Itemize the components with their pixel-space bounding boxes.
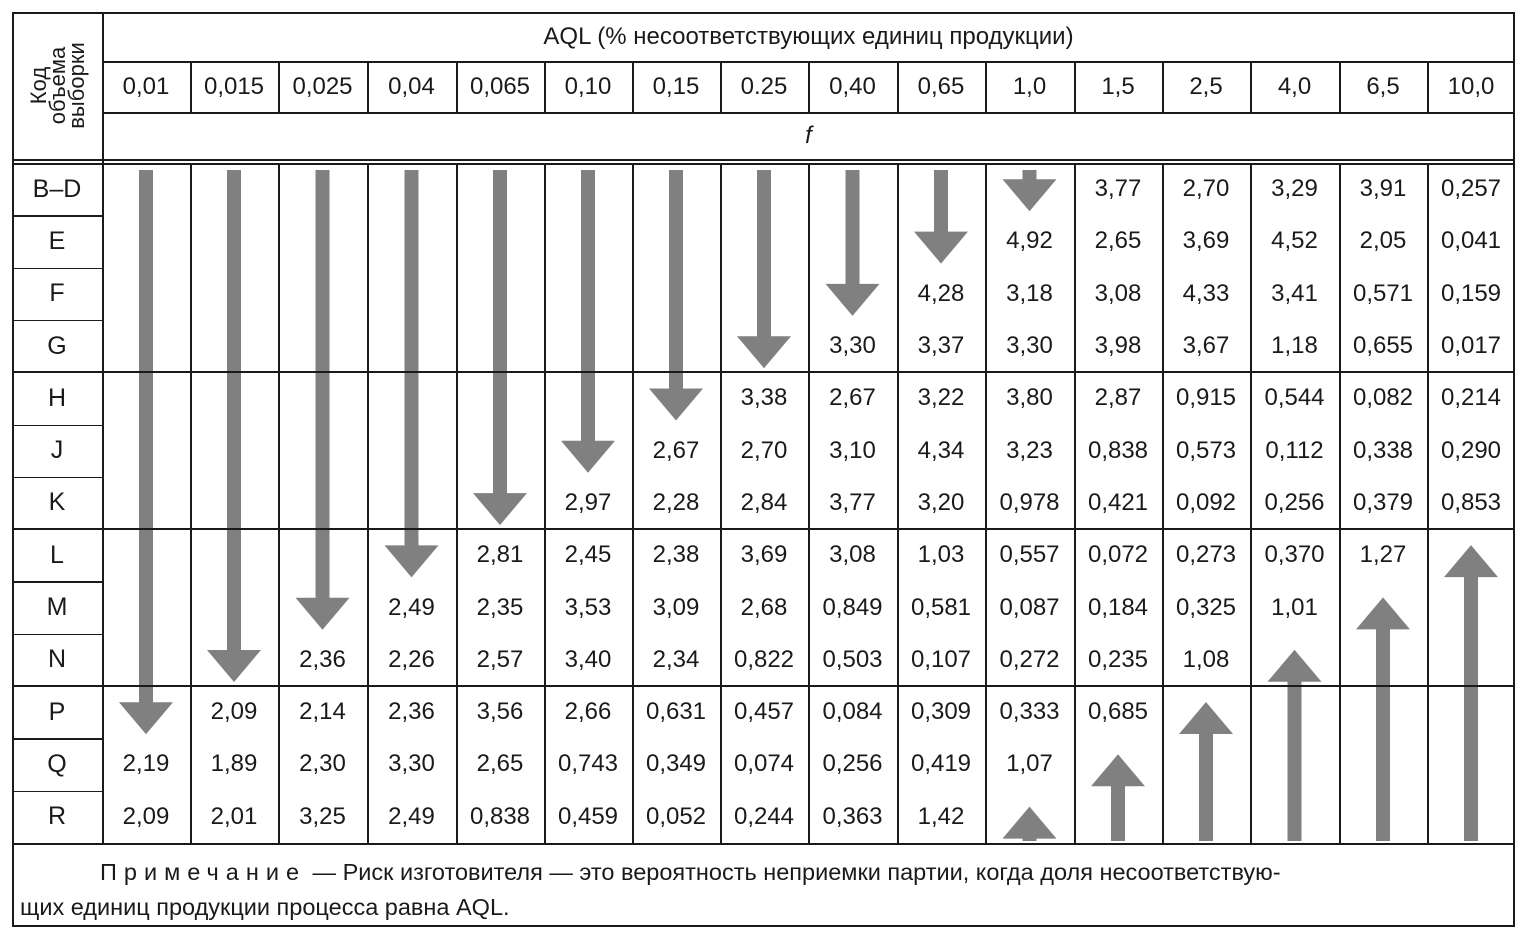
down-arrow (207, 170, 261, 682)
table-cell: 0,309 (910, 698, 972, 726)
table-cell: 3,41 (1271, 279, 1318, 307)
table-cell: 0,082 (1352, 384, 1414, 412)
table-cell: 1,42 (917, 802, 965, 830)
table-cell: 2,49 (388, 593, 435, 621)
table-cell: 2,36 (299, 645, 346, 673)
table-cell: 2,67 (652, 436, 700, 464)
table-cell: 2,26 (388, 645, 435, 673)
table-cell: 0,631 (645, 698, 707, 726)
table-cell: 2,36 (388, 698, 435, 726)
table-cell: 0,074 (733, 750, 795, 778)
aql-value-6: 0,15 (652, 72, 700, 100)
table-cell: 3,56 (476, 698, 524, 726)
table-cell: 2,68 (740, 593, 788, 621)
table-cell: 0,112 (1265, 436, 1324, 464)
aql-value-5: 0,10 (564, 72, 612, 100)
row-code-6: K (48, 488, 66, 517)
table-note (20, 855, 1510, 925)
table-cell: 0,573 (1175, 436, 1237, 464)
table-cell: 0,915 (1175, 384, 1237, 412)
table-cell: 4,34 (917, 436, 965, 464)
table-cell: 0,349 (645, 750, 707, 778)
table-cell: 3,69 (1182, 227, 1230, 255)
header-double-rule-1 (12, 159, 1515, 161)
row-code-1: E (48, 226, 66, 255)
table-cell: 0,457 (733, 698, 795, 726)
table-cell: 0,072 (1087, 541, 1149, 569)
table-cell: 3,77 (829, 488, 876, 516)
row-code-11: Q (47, 749, 67, 778)
table-cell: 0,214 (1440, 384, 1502, 412)
table-cell: 0,290 (1440, 436, 1502, 464)
table-cell: 1,27 (1359, 541, 1407, 569)
rule-under-aql-values (102, 112, 1515, 114)
table-cell: 3,22 (917, 384, 965, 412)
table-cell: 1,01 (1271, 593, 1318, 621)
aql-value-7: 0.25 (740, 72, 788, 100)
table-cell: 3,10 (829, 436, 876, 464)
up-arrow (1444, 545, 1498, 841)
corner-label-line3: выборки (63, 42, 89, 129)
table-cell: 3,91 (1359, 175, 1407, 203)
table-cell: 0,333 (999, 698, 1060, 726)
table-cell: 0,503 (822, 645, 883, 673)
row-code-5: J (50, 436, 64, 465)
row-code-12: R (47, 802, 67, 831)
table-cell: 2,65 (476, 750, 524, 778)
table-cell: 2,19 (122, 750, 170, 778)
table-cell: 3,77 (1094, 175, 1142, 203)
table-cell: 2,84 (740, 488, 788, 516)
table-cell: 0,257 (1440, 175, 1502, 203)
down-arrow (914, 170, 968, 264)
table-cell: 2,81 (476, 541, 524, 569)
table-cell: 0,557 (999, 541, 1060, 569)
up-arrow (1356, 597, 1410, 841)
table-cell: 2,97 (564, 488, 612, 516)
table-cell: 0,743 (557, 750, 619, 778)
table-cell: 2,01 (210, 802, 258, 830)
aql-value-14: 6,5 (1366, 72, 1400, 100)
corner-label-line2: объема (44, 46, 70, 125)
table-cell: 0,087 (999, 593, 1060, 621)
table-cell: 4,28 (917, 279, 965, 307)
table-cell: 2,70 (1182, 175, 1230, 203)
table-cell: 2,38 (652, 541, 700, 569)
table-cell: 3,23 (1006, 436, 1053, 464)
table-cell: 2,65 (1094, 227, 1142, 255)
table-cell: 1,89 (210, 750, 258, 778)
table-cell: 0,272 (999, 645, 1060, 673)
aql-value-3: 0,04 (388, 72, 435, 100)
table-cell: 4,92 (1006, 227, 1053, 255)
table-cell: 0,370 (1264, 541, 1325, 569)
corner-label-line1: Код (25, 66, 51, 105)
table-cell: 2,05 (1359, 227, 1407, 255)
frame-bottom (12, 925, 1515, 927)
table-cell: 0,363 (822, 802, 883, 830)
row-code-7: L (50, 540, 64, 569)
table-cell: 2,57 (476, 645, 524, 673)
table-cell: 0,273 (1175, 541, 1237, 569)
aql-value-4: 0,065 (469, 72, 531, 100)
table-cell: 2,49 (388, 802, 435, 830)
table-cell: 2,28 (652, 488, 700, 516)
table-cell: 0,822 (733, 645, 795, 673)
table-cell: 2,70 (740, 436, 788, 464)
row-code-3: G (47, 331, 67, 360)
row-code-0: B–D (32, 174, 82, 203)
table-cell: 3,38 (740, 384, 788, 412)
table-cell: 3,30 (1006, 332, 1053, 360)
table-cell: 3,53 (564, 593, 612, 621)
table-cell: 0,849 (822, 593, 883, 621)
table-cell: 0,084 (822, 698, 883, 726)
table-cell: 3,08 (1094, 279, 1142, 307)
table-cell: 3,09 (652, 593, 700, 621)
aql-title: AQL (% несоответствующих единиц продукции) (543, 22, 1074, 50)
down-arrow (473, 170, 527, 525)
table-cell: 3,25 (299, 802, 346, 830)
table-cell: 0,256 (822, 750, 883, 778)
table-cell: 0,107 (910, 645, 972, 673)
rule-above-note (12, 843, 1515, 845)
down-arrow (737, 170, 791, 368)
table-cell: 4,33 (1182, 279, 1230, 307)
table-cell: 3,18 (1006, 279, 1053, 307)
table-cell: 0,159 (1440, 279, 1502, 307)
table-cell: 2,45 (564, 541, 612, 569)
up-arrow (1179, 702, 1233, 841)
table-cell: 0,244 (733, 802, 795, 830)
f-label: f (805, 121, 812, 149)
aql-value-9: 0,65 (917, 72, 965, 100)
table-cell: 0,325 (1175, 593, 1237, 621)
up-arrow (1091, 754, 1145, 841)
table-cell: 2,66 (564, 698, 612, 726)
aql-value-1: 0,015 (203, 72, 265, 100)
aql-value-2: 0,025 (292, 72, 353, 100)
table-cell: 2,09 (210, 698, 258, 726)
table-cell: 3,20 (917, 488, 965, 516)
table-cell: 0,459 (557, 802, 619, 830)
table-cell: 0,017 (1440, 332, 1502, 360)
down-arrow (1003, 170, 1057, 211)
row-code-10: P (48, 697, 66, 726)
table-cell: 1,08 (1182, 645, 1230, 673)
table-cell: 0,838 (469, 802, 531, 830)
table-cell: 3,98 (1094, 332, 1142, 360)
table-cell: 0,838 (1087, 436, 1149, 464)
table-cell: 1,07 (1006, 750, 1053, 778)
table-cell: 1,18 (1271, 332, 1318, 360)
aql-value-11: 1,5 (1101, 72, 1135, 100)
row-code-4: H (47, 383, 67, 412)
row-code-9: N (47, 645, 67, 674)
row-code-8: M (46, 593, 68, 622)
aql-value-10: 1,0 (1012, 72, 1047, 100)
aql-value-13: 4,0 (1277, 72, 1312, 100)
table-cell: 2,35 (476, 593, 524, 621)
aql-value-0: 0,01 (122, 72, 170, 100)
down-arrow (649, 170, 703, 421)
table-cell: 2,14 (299, 698, 346, 726)
table-cell: 2,34 (652, 645, 700, 673)
table-cell: 3,08 (829, 541, 876, 569)
table-cell: 3,67 (1182, 332, 1230, 360)
up-arrow (1003, 807, 1057, 841)
table-cell: 0,853 (1440, 488, 1502, 516)
table-cell: 0,041 (1440, 227, 1502, 255)
table-cell: 0,256 (1264, 488, 1325, 516)
table-cell: 0,685 (1087, 698, 1149, 726)
note-text-line2: щих единиц продукции процесса равна AQL. (20, 894, 510, 920)
table-cell: 4,52 (1271, 227, 1318, 255)
table-cell: 1,03 (917, 541, 965, 569)
down-arrow (385, 170, 439, 577)
table-cell: 2,09 (122, 802, 170, 830)
table-cell: 0,235 (1087, 645, 1149, 673)
down-arrow (296, 170, 350, 630)
table-cell: 0,379 (1352, 488, 1414, 516)
down-arrow (561, 170, 615, 473)
table-cell: 0,978 (999, 488, 1060, 516)
up-arrow (1268, 650, 1322, 841)
note-label: Примечание (100, 859, 307, 885)
down-arrow (119, 170, 173, 734)
code-column-border (102, 12, 104, 843)
frame-top (12, 12, 1515, 14)
table-cell: 3,30 (388, 750, 435, 778)
table-cell: 0,581 (910, 593, 972, 621)
table-cell: 0,338 (1352, 436, 1414, 464)
aql-value-15: 10,0 (1447, 72, 1495, 100)
table-cell: 0,184 (1087, 593, 1149, 621)
table-cell: 0,571 (1352, 279, 1414, 307)
table-cell: 0,092 (1175, 488, 1237, 516)
row-code-2: F (49, 279, 65, 308)
aql-value-12: 2,5 (1189, 72, 1223, 100)
down-arrow (826, 170, 880, 316)
table-cell: 3,30 (829, 332, 876, 360)
table-cell: 2,87 (1094, 384, 1142, 412)
table-cell: 0,544 (1264, 384, 1325, 412)
table-cell: 3,40 (564, 645, 612, 673)
table-cell: 2,30 (299, 750, 346, 778)
table-cell: 0,655 (1352, 332, 1414, 360)
table-cell: 2,67 (829, 384, 876, 412)
aql-value-8: 0,40 (829, 72, 876, 100)
note-text-line1: — Риск изготовителя — это вероятность неприемки партии, когда доля несоответствую- (306, 859, 1281, 885)
table-cell: 3,69 (740, 541, 788, 569)
table-cell: 0,419 (910, 750, 972, 778)
table-cell: 3,80 (1006, 384, 1053, 412)
table-cell: 3,37 (917, 332, 965, 360)
table-cell: 0,052 (645, 802, 707, 830)
table-cell: 3,29 (1271, 175, 1318, 203)
table-cell: 0,421 (1087, 488, 1149, 516)
